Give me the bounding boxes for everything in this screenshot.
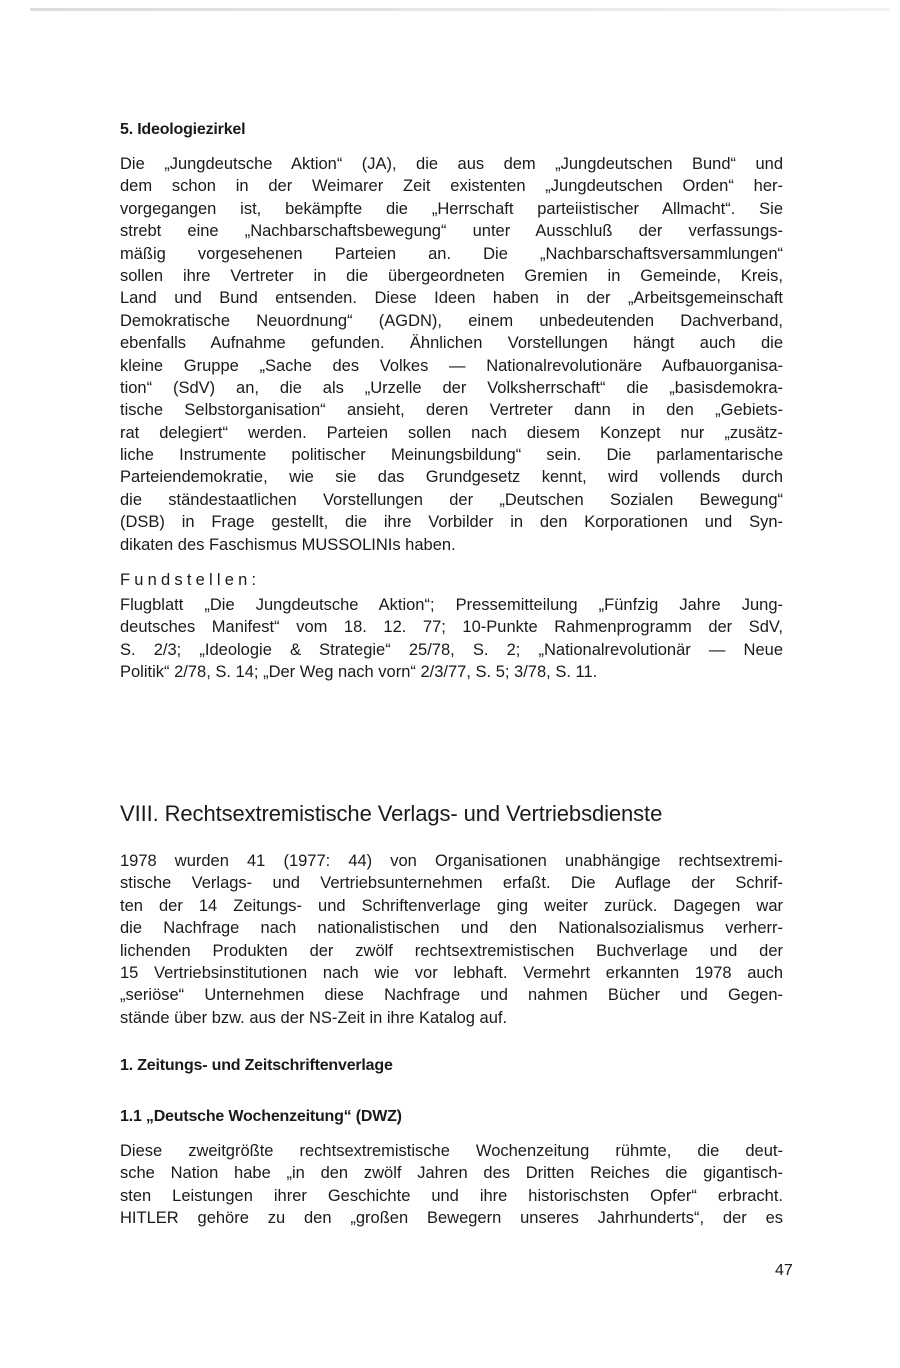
text-line: stische Verlags- und Vertriebsunternehmen erfaßt. Die Auflage der Schrif-	[120, 874, 783, 893]
text-line: S. 2/3; „Ideologie & Strategie“ 25/78, S. 2; „Nationalrevolutionär — Neue	[120, 640, 783, 659]
chapter-title: VIII. Rechtsextremistische Verlags- und Vertriebsdienste	[120, 801, 663, 826]
text-line: die Nachfrage nach nationalistischen und den Nationalsozialismus verherr-	[120, 919, 783, 938]
text-line: ebenfalls Aufnahme gefunden. Ähnlichen Vorstellungen hängt auch die	[120, 334, 783, 353]
text-line: Politik“ 2/78, S. 14; „Der Weg nach vorn“ 2/3/77, S. 5; 3/78, S. 11.	[120, 663, 598, 682]
chapter-8-paragraph	[120, 850, 783, 1029]
fundstellen-label: Fundstellen:	[120, 571, 261, 589]
text-line: stände über bzw. aus der NS-Zeit in ihre Katalog auf.	[120, 1008, 508, 1027]
text-line: Flugblatt „Die Jungdeutsche Aktion“; Pressemitteilung „Fünfzig Jahre Jung-	[120, 596, 783, 614]
text-line: HITLER gehöre zu den „großen Bewegern unseres Jahrhunderts“, der es	[120, 1209, 783, 1228]
fundstellen-paragraph	[120, 594, 783, 684]
section-5-heading: 5. Ideologiezirkel	[120, 121, 246, 138]
text-line: kleine Gruppe „Sache des Volkes — Nationalrevolutionäre Aufbauorganisa-	[120, 356, 783, 375]
text-line: Demokratische Neuordnung“ (AGDN), einem unbedeutenden Dachverband,	[120, 311, 783, 330]
text-line: 1978 wurden 41 (1977: 44) von Organisationen unabhängige rechtsextremi-	[120, 852, 783, 870]
text-line: ten der 14 Zeitungs- und Schriftenverlage ging weiter zurück. Dagegen war	[120, 896, 783, 915]
text-line: dem schon in der Weimarer Zeit existenten „Jungdeutschen Orden“ her-	[120, 177, 783, 196]
text-line: sten Leistungen ihrer Geschichte und ihre historischsten Opfer“ erbracht.	[120, 1186, 783, 1205]
scan-edge-rule	[30, 8, 890, 11]
text-line: rat delegiert“ werden. Parteien sollen nach diesem Konzept nur „zusätz-	[120, 423, 783, 442]
text-line: sche Nation habe „in den zwölf Jahren des Dritten Reiches die gigantisch-	[120, 1164, 783, 1183]
text-line: deutsches Manifest“ vom 18. 12. 77; 10-Punkte Rahmenprogramm der SdV,	[120, 618, 783, 637]
text-line: tion“ (SdV) an, die als „Urzelle der Volksherrschaft“ die „basisdemokra-	[120, 378, 783, 397]
text-line: mäßig vorgesehenen Parteien an. Die „Nachbarschaftsversammlungen“	[120, 244, 783, 263]
text-line: sollen ihre Vertreter in die übergeordneten Gremien in Gemeinde, Kreis,	[120, 266, 783, 285]
text-line: die ständestaatlichen Vorstellungen der „Deutschen Sozialen Bewegung“	[120, 490, 783, 509]
text-line: lichenden Produkten der zwölf rechtsextremistischen Buchverlage und der	[120, 941, 783, 960]
text-line: 15 Vertriebsinstitutionen nach wie vor lebhaft. Vermehrt erkannten 1978 auch	[120, 963, 783, 982]
text-line: liche Instrumente politischer Meinungsbildung“ sein. Die parlamentarische	[120, 446, 783, 465]
section-1-1-paragraph	[120, 1140, 783, 1230]
text-line: Parteiendemokratie, wie sie das Grundgesetz kennt, wird vollends durch	[120, 468, 783, 487]
page-number: 47	[775, 1262, 793, 1279]
text-line: „seriöse“ Unternehmen diese Nachfrage und nahmen Bücher und Gegen-	[120, 986, 783, 1005]
text-line: strebt eine „Nachbarschaftsbewegung“ unter Ausschluß der verfassungs-	[120, 222, 783, 241]
section-1-heading: 1. Zeitungs- und Zeitschriftenverlage	[120, 1057, 393, 1074]
text-line: dikaten des Faschismus MUSSOLINIs haben.	[120, 535, 456, 554]
text-line: vorgegangen ist, bekämpfte die „Herrschaft parteiistischer Allmacht“. Sie	[120, 199, 783, 218]
text-line: tische Selbstorganisation“ ansieht, deren Vertreter dann in den „Gebiets-	[120, 401, 783, 420]
section-1-1-heading: 1.1 „Deutsche Wochenzeitung“ (DWZ)	[120, 1108, 402, 1125]
section-5-paragraph	[120, 153, 783, 556]
text-line: Land und Bund entsenden. Diese Ideen haben in der „Arbeitsgemeinschaft	[120, 289, 783, 308]
text-line: (DSB) in Frage gestellt, die ihre Vorbilder in den Korporationen und Syn-	[120, 513, 783, 532]
text-line: Diese zweitgrößte rechtsextremistische Wochenzeitung rühmte, die deut-	[120, 1142, 783, 1160]
text-line: Die „Jungdeutsche Aktion“ (JA), die aus dem „Jungdeutschen Bund“ und	[120, 155, 783, 173]
